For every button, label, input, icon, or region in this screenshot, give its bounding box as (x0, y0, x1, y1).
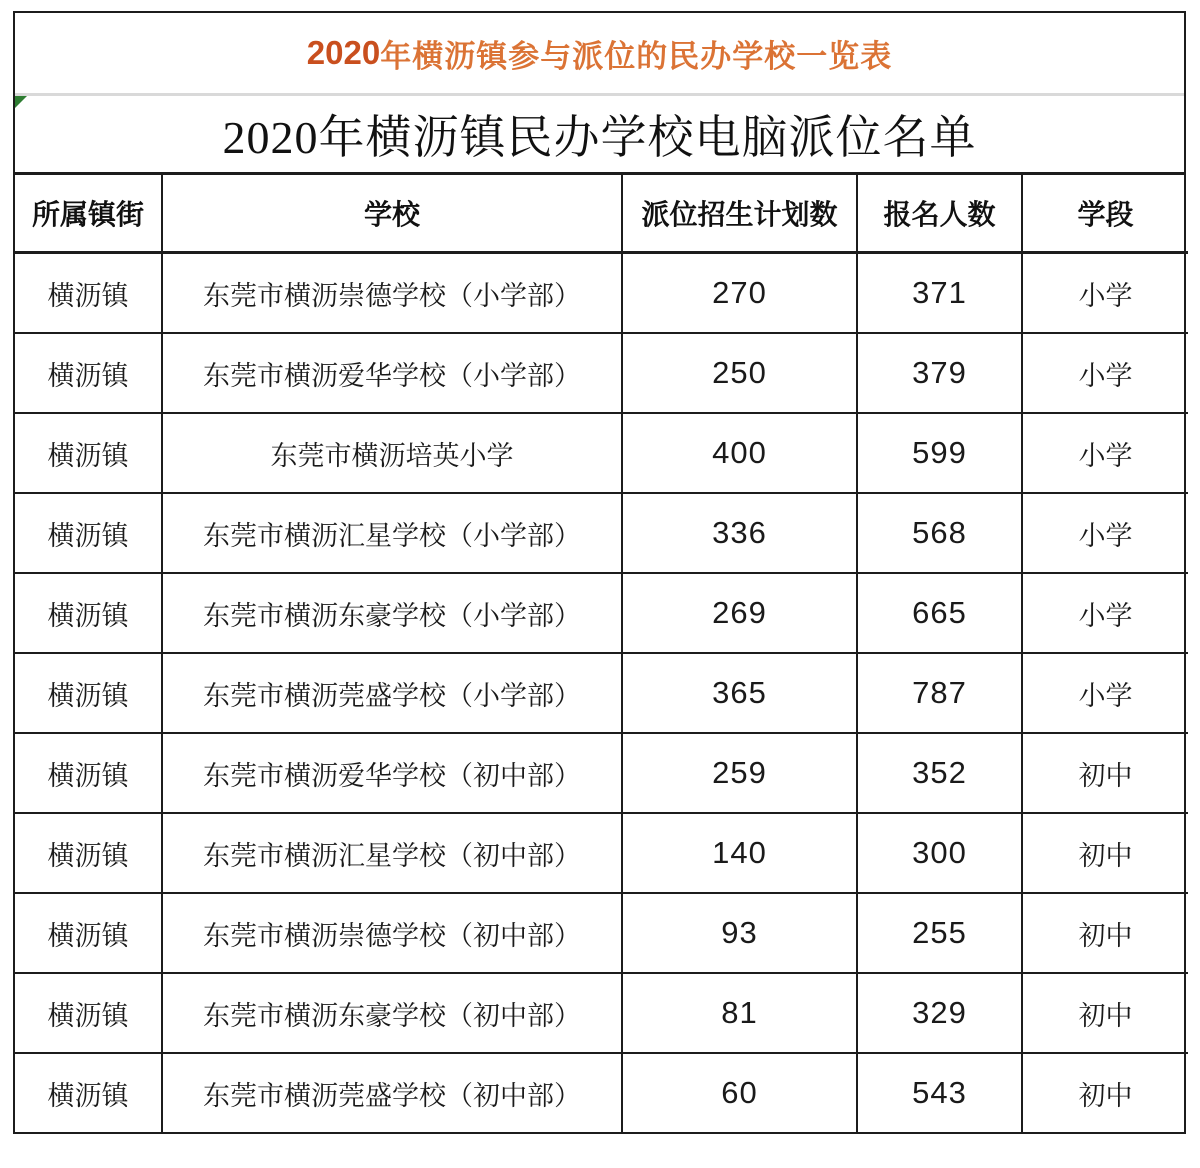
cell-applicants: 255 (857, 893, 1022, 973)
cell-plan: 400 (622, 413, 857, 493)
table-row (15, 333, 1188, 413)
cell-school: 东莞市横沥崇德学校（初中部） (162, 893, 622, 973)
cell-school: 东莞市横沥莞盛学校（初中部） (162, 1053, 622, 1132)
cell-town: 横沥镇 (15, 493, 162, 573)
cell-town: 横沥镇 (15, 333, 162, 413)
cell-plan: 250 (622, 333, 857, 413)
cell-stage: 小学 (1022, 333, 1188, 413)
cell-school: 东莞市横沥培英小学 (162, 413, 622, 493)
header-cell-stage: 学段 (1022, 175, 1188, 253)
cell-stage: 初中 (1022, 813, 1188, 893)
list-title-year: 2020 (306, 34, 381, 71)
cell-school: 东莞市横沥莞盛学校（小学部） (162, 653, 622, 733)
header-cell-plan: 派位招生计划数 (622, 175, 857, 253)
main-title-cell (15, 96, 1184, 175)
table-row (15, 733, 1188, 813)
header-cell-school: 学校 (162, 175, 622, 253)
cell-applicants: 787 (857, 653, 1022, 733)
header-cell-town: 所属镇街 (15, 175, 162, 253)
cell-town: 横沥镇 (15, 413, 162, 493)
cell-plan: 269 (622, 573, 857, 653)
cell-town: 横沥镇 (15, 973, 162, 1053)
cell-stage: 初中 (1022, 973, 1188, 1053)
cell-applicants: 599 (857, 413, 1022, 493)
table-row (15, 1053, 1188, 1132)
cell-town: 横沥镇 (15, 893, 162, 973)
table-row (15, 493, 1188, 573)
cell-town: 横沥镇 (15, 1053, 162, 1132)
cell-town: 横沥镇 (15, 813, 162, 893)
table-row (15, 573, 1188, 653)
cell-plan: 81 (622, 973, 857, 1053)
cell-town: 横沥镇 (15, 253, 162, 334)
cell-applicants: 568 (857, 493, 1022, 573)
cell-stage: 初中 (1022, 893, 1188, 973)
cell-applicants: 329 (857, 973, 1022, 1053)
cell-applicants: 352 (857, 733, 1022, 813)
cell-school: 东莞市横沥汇星学校（初中部） (162, 813, 622, 893)
table-row (15, 653, 1188, 733)
cell-plan: 365 (622, 653, 857, 733)
cell-plan: 270 (622, 253, 857, 334)
cell-plan: 140 (622, 813, 857, 893)
cell-school: 东莞市横沥东豪学校（初中部） (162, 973, 622, 1053)
cell-school: 东莞市横沥东豪学校（小学部） (162, 573, 622, 653)
cell-town: 横沥镇 (15, 573, 162, 653)
sheet-frame (13, 11, 1186, 1134)
cell-stage: 小学 (1022, 493, 1188, 573)
cell-stage: 小学 (1022, 653, 1188, 733)
cell-stage: 小学 (1022, 413, 1188, 493)
cell-plan: 93 (622, 893, 857, 973)
cell-plan: 60 (622, 1053, 857, 1132)
table-row (15, 413, 1188, 493)
cell-plan: 259 (622, 733, 857, 813)
table-row (15, 813, 1188, 893)
cell-stage: 小学 (1022, 253, 1188, 334)
cell-stage: 小学 (1022, 573, 1188, 653)
cell-applicants: 371 (857, 253, 1022, 334)
table-row (15, 973, 1188, 1053)
cell-applicants: 665 (857, 573, 1022, 653)
cell-stage: 初中 (1022, 1053, 1188, 1132)
cell-school: 东莞市横沥爱华学校（小学部） (162, 333, 622, 413)
cell-plan: 336 (622, 493, 857, 573)
list-title-text: 年横沥镇参与派位的民办学校一览表 (380, 38, 893, 74)
table-header-row (15, 175, 1188, 253)
table-row (15, 253, 1188, 334)
cell-school: 东莞市横沥崇德学校（小学部） (162, 253, 622, 334)
cell-stage: 初中 (1022, 733, 1188, 813)
cell-corner-marker-icon (15, 96, 27, 108)
cell-applicants: 379 (857, 333, 1022, 413)
placement-table (15, 175, 1188, 1132)
table-row (15, 893, 1188, 973)
cell-school: 东莞市横沥汇星学校（小学部） (162, 493, 622, 573)
header-cell-applicants: 报名人数 (857, 175, 1022, 253)
cell-applicants: 300 (857, 813, 1022, 893)
list-title (15, 13, 1184, 96)
cell-school: 东莞市横沥爱华学校（初中部） (162, 733, 622, 813)
cell-applicants: 543 (857, 1053, 1022, 1132)
cell-town: 横沥镇 (15, 733, 162, 813)
cell-town: 横沥镇 (15, 653, 162, 733)
main-title: 2020年横沥镇民办学校电脑派位名单 (222, 112, 977, 163)
